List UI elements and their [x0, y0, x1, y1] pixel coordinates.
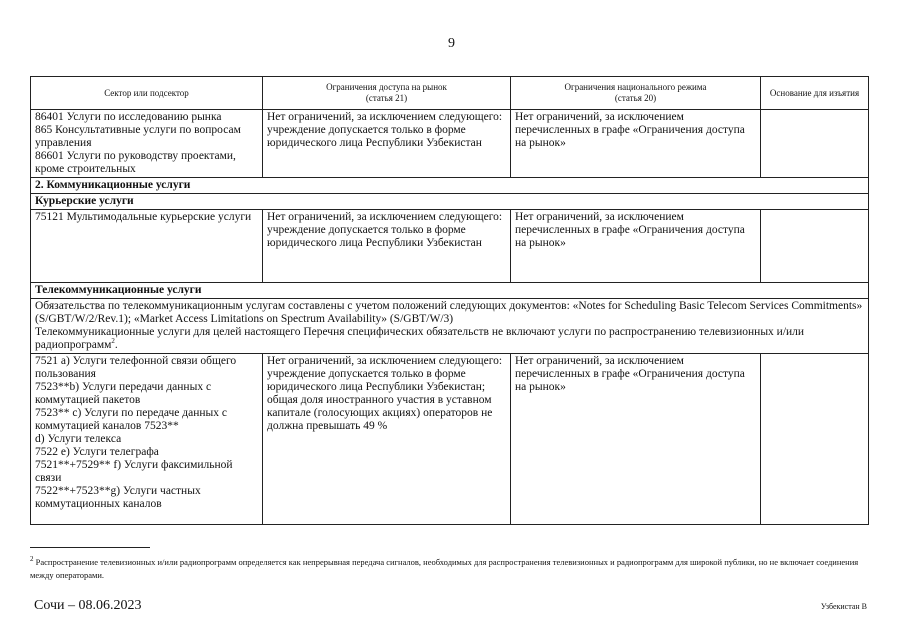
header-national-treatment: Ограничения национального режима (статья 20) — [511, 77, 761, 110]
header-market-access: Ограничения доступа на рынок (статья 21) — [263, 77, 511, 110]
subsection-heading-telecom: Телекоммуникационные услуги — [31, 283, 869, 299]
subsection-row — [31, 194, 869, 210]
section-heading: 2. Коммуникационные услуги — [31, 178, 869, 194]
market-access-cell: Нет ограничений, за исключением следующего: учреждение допускается только в форме юридического лица Республики Узбекистан — [263, 110, 511, 178]
section-row — [31, 178, 869, 194]
national-treatment-cell: Нет ограничений, за исключением перечисленных в графе «Ограничения доступа на рынок» — [511, 210, 761, 283]
table-row — [31, 110, 869, 178]
page-number: 9 — [448, 36, 455, 51]
footer-date: Сочи – 08.06.2023 — [34, 598, 142, 613]
subsection-heading-courier: Курьерские услуги — [31, 194, 869, 210]
footnote-divider — [30, 547, 150, 548]
market-access-cell: Нет ограничений, за исключением следующего: учреждение допускается только в форме юридического лица Республики Узбекистан — [263, 210, 511, 283]
subsection-row — [31, 283, 869, 299]
national-treatment-cell: Нет ограничений, за исключением перечисленных в графе «Ограничения доступа на рынок» — [511, 110, 761, 178]
table-row — [31, 210, 869, 283]
schedule-table — [30, 76, 869, 525]
telecom-note-2-text: Телекоммуникационные услуги для целей настоящего Перечня специфических обязательств не включают услуги по распространению телевизионных и/или радиопрограмм — [35, 326, 805, 351]
telecom-note-cell — [31, 299, 869, 354]
basis-cell — [761, 110, 869, 178]
basis-cell — [761, 210, 869, 283]
note-row — [31, 299, 869, 354]
sector-cell: 7521 a) Услуги телефонной связи общего пользования 7523**b) Услуги передачи данных с коммутацией пакетов 7523** c) Услуги по передаче данных с коммутацией каналов 7523** d) Услуги телекса 7522 e) Услуги телеграфа 7521**+7529** f) Услуги факсимильной связи 7522**+7523**g) Услуги частных коммутационных каналов — [31, 354, 263, 525]
header-basis: Основание для изъятия — [761, 77, 869, 110]
table-row — [31, 354, 869, 525]
telecom-note-2-end: . — [114, 339, 118, 351]
telecom-note-1: Обязательства по телекоммуникационным услугам составлены с учетом положений следующих документов: «Notes for Scheduling Basic Telecom Services Commitments» (S/GBT/W/2/Rev.1); «Market Access Limitations on Spectrum Availability» (S/GBT/W/3) — [35, 300, 863, 325]
footnote-mark: 2 — [30, 555, 34, 564]
footnote — [30, 556, 865, 582]
telecom-note-2 — [35, 326, 864, 352]
footnote-text: Распространение телевизионных и/или радиопрограмм определяется как непрерывная передача сигналов, необходимых для распространения телевизионных и радиопрограмм для широкой публики, но не включает соединения между операторами. — [30, 557, 859, 580]
footnote-ref: 2 — [111, 337, 115, 346]
footer-doc-id: Узбекистан B — [820, 602, 867, 611]
market-access-cell: Нет ограничений, за исключением следующего: учреждение допускается только в форме юридического лица Республики Узбекистан; общая доля иностранного участия в уставном капитале (голосующих акциях) операторов не должна превышать 49 % — [263, 354, 511, 525]
sector-cell: 75121 Мультимодальные курьерские услуги — [31, 210, 263, 283]
sector-cell: 86401 Услуги по исследованию рынка 865 Консультативные услуги по вопросам управления 86601 Услуги по руководству проектами, кроме строительных — [31, 110, 263, 178]
header-sector: Сектор или подсектор — [31, 77, 263, 110]
national-treatment-cell: Нет ограничений, за исключением перечисленных в графе «Ограничения доступа на рынок» — [511, 354, 761, 525]
basis-cell — [761, 354, 869, 525]
table-header-row — [31, 77, 869, 110]
